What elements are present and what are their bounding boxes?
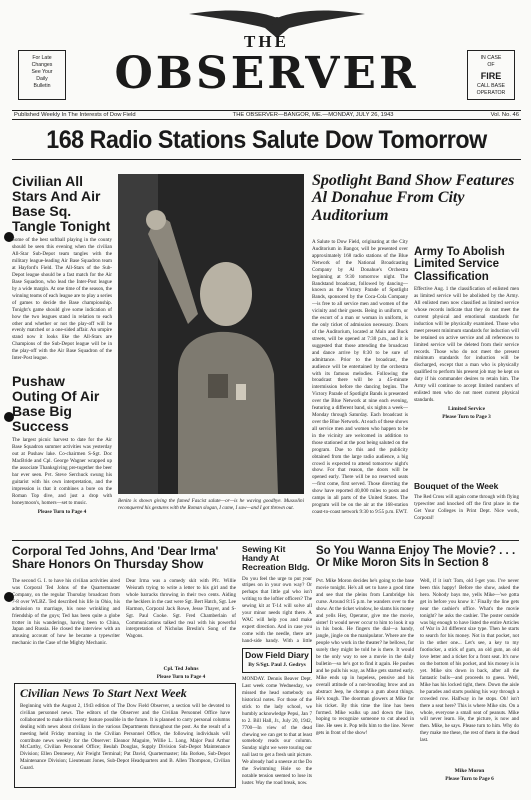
turn-line: Please Turn to Page 4	[156, 674, 206, 680]
headline: Bouquet of the Week	[414, 481, 499, 491]
dateline: THE OBSERVER—BANGOR, ME.—MONDAY, JULY 26, 1943	[232, 112, 394, 118]
story-body: Do you feel the urge to put your stripes on in your own way? Or perhaps that little gal who isn't writing to the loftier officers? The sewing kit at T-14 will solve all your minor needs right there. A WAC will help you and make expert direction. And in case you come with the needle, there are hand-side handy. With a little	[242, 575, 312, 644]
turn-line: Please Turn to Page 3	[442, 413, 491, 420]
diary-header-box	[242, 648, 312, 673]
ear-line: Daily	[36, 76, 48, 83]
story-body: A Salute to Dow Field, originating at the City Auditorium in Bangor, will be presented over approximately 168 radio stations of the Blue Network of the National Broadcasting Company by Al Donahue's Orchestra beginning at 9:30 tomorrow night. The Bandstand broadcast, followed by dancing—known as the Victory Parade of Spotlight Bands, sponsored by the Coca-Cola Company—is free to all service men and women of the vicinity and their guests. Being in uniform, or the escort of a man or woman in uniform, is the only ticket of admission necessary. Doors of the Auditorium, located at Main and Buck streets, will be opened at 7:30 p.m., and it is suggested that those attending the broadcast and dance arrive by 8:30 to be sure of admittance. Prior to the broadcast, the audience will be entertained by the orchestra with its famous melodies. Following the broadcast there will be a 45-minute intermission before the dancing begins. The Victory Parade of Spotlight Bands is presented over the Blue Network at nine each evening, featuring a different band, six nights a week—Monday through Saturday. Each broadcast is over the Blue Network. At each of these shows all service men and women who happen to be in the vicinity are welcomed in addition to those stationed at the post being saluted on the program. Due to this and the publicity obtained from the large radio audience, a big crowd is expected to attend tomorrow night's show. For that reason, the doors will be opened early. There will be no reserved seats—first come, first served. Those directing the show have reported 40,000 miles to posts and camps in all parts of the United States. The program will be on the air at the 168-station coast-to-coast network 9:30 to 9:55 p.m. EWT.	[312, 239, 408, 515]
headline: Army To Abolish Limited Service Classification	[414, 246, 505, 283]
masthead-the: THE	[244, 32, 289, 51]
photo-figure-icon	[118, 174, 304, 494]
headline: Corporal Ted Johns, And 'Dear Irma' Share Honors On Thursday Show	[12, 544, 219, 571]
right-ear-box	[467, 50, 515, 100]
story-body: Pvt. Mike Moron decides he's going to the base movie tonight. He's all set to have a good time and see that the pleins from Lambridge his curse. Around 8:15 p.m. he wanders over to the show. At the ticket window, he slams his money and yells Hey, Operator, give me the movie, sister! It would never occur to him to look it up in his book. He fingers the dial—a handy, jangle, jingle on the manipulator. Where are the people who work in the theater? he bellows, for surely they might be told he is there. It would be the only way to see a movie in the daily bulletin—so he's got to find it again. He pushes and he pulls his way, as Mike gets started early. Mike ends up in hopeless, pensive and his overall attitude of a not-brooding brow and an abstract Jeep, he chomps a gum about things. He's tough. The doorman glowers at Mike for his ticket. By this time the line has been formed. Mike walks up and down the line, hoping to recognize someone to cut ahead in line. He sees it. Pop tells him to the line. Never gets in front of the show!	[316, 578, 414, 737]
headline: So You Wanna Enjoy The Movie? . . . Or Mike Moron Sits In Section 8	[316, 545, 516, 570]
headline: Civilian News To Start Next Week	[20, 686, 187, 700]
ear-line: IN CASE	[480, 55, 502, 61]
subhead: Cpl. Ted Johns	[163, 666, 199, 672]
story-body: Effective Aug. 1 the classification of enlisted men as limited service will be abolished by the Army. All enlisted men now classified as limited service whose records indicate that they do not meet the current physical and emotional standards for induction will be physically examined. Those who meet present minimum standards for induction will be retained on active service and all references to limited service will be deleted from their service records. Those who do not meet the present minimum standards for induction will be discharged, except that a man who is physically qualified to perform his present job may be kept on duty if his commander desires to retain him. The Army will continue to accept limited numbers of enlisted men who do not meet current physical standards.	[414, 286, 519, 403]
photo-caption: Benito is shown giving the famed Fascist salute—or—is he waving goodbye. Mussolini reconquered his gestures with the Roman slogan, I came, I saw—and I got thrown out.	[118, 498, 304, 511]
ear-line: See Your	[31, 69, 53, 76]
ear-line: CALL BASE	[476, 83, 506, 90]
headline: Dow Field Diary	[245, 650, 309, 660]
story-body: Well, if it isn't Tom, old I-get you. I've never been this happy! Before the show, asked the hero. Nobody bays me, yells Mike—'we gotta get in before you know it.' Finally the line gets near the cashier's office. What's the movie tonight? he asks the cashier. The poster outside was big enough to have listed the entire Articles of War in 24 different size type. Then he starts to search for his money. Not in that pocket, not in the other one... Let's see, a key to my footlocker, a stick of gum, an old gum, an old love letter and a ticket for a front seat. It's now on the bottom of his pocket, and his money is in yet. Mike sits down in back, after all the fantastic bulls—and proceeds to guess. Well, Mike has his locked tight, there. Down the aisle he parades and starts pushing his way through a crowded row. Halfway in he stops. Oh! isn't there a seat here? This is where Mike sits. On a whole, everyone a small seat of peanuts. Mike will never learn. He, the picture, is now and then. Mike, he says. Please turn to him. Why do they make me these, the rest of them in the dead last.	[420, 578, 519, 744]
headline: Civilian All Stars And Air Base Sq. Tangle Tonight	[12, 173, 111, 235]
civilian-news-box	[14, 683, 236, 788]
divider	[12, 159, 521, 160]
ear-line: Bulletin	[33, 83, 51, 90]
movie-col2	[420, 575, 519, 765]
headline: Sewing Kit Handy At Recreation Bldg.	[242, 545, 310, 573]
johns-col1	[12, 575, 120, 670]
left-ear-box	[18, 50, 66, 100]
johns-col2	[126, 575, 236, 670]
story-body: Beginning with the August 2, 1943 edition of The Dow Field Observer, a section will be devoted to civilian personnel news. The editors of the Observer and the Civilian Personnel Office have collaborated to make this twenty feature possible in the future. It is planned to carry personal columns dealing with news about civilians in the various Departments throughout the post. As the result of a meeting held Friday morning in the Civilian Personnel Office, the following individuals will contribute news weekly for the Observer: Eleanor Maguire, Willie L. Long, Major Paul Arthur McCarthy, Civilian Personnel Office; Beulah Douglas, Supply Division Sub-Depot Maintenance Division; Ellen Dennesey, Air Freight Terminal; Pat David, Quartermaster; Ida Borken, Sub-Depot Maintenance Division; Lieutenant Jones, Sub-Depot Headquarters and B. Allen Thompson, Civilian Guard.	[20, 702, 230, 772]
movie-footer	[420, 766, 519, 784]
ear-line: OPERATOR	[476, 90, 506, 97]
banner-headline: 168 Radio Stations Salute Dow Tomorrow	[46, 126, 487, 154]
ear-line: OF	[487, 62, 495, 69]
civilian-story	[12, 174, 112, 362]
spotlight-body	[312, 236, 408, 536]
headline: Pushaw Outing Of Air Base Big Success	[12, 373, 100, 435]
mussolini-photo	[118, 174, 304, 494]
divider	[12, 540, 519, 541]
motto: Published Weekly In The Interests of Dow Field	[14, 112, 136, 118]
story-body: The largest picnic harvest to date for the Air Base Squadron summer activities was yesterday out at Pushaw lake. Co-chairmen S-Sgt. Doc MacBride and Cpl. George Wagner wrapped up the associate Thanksgiving pre-together the beer bar ever seen. Pvt. Steve Serchuck swung his guitarist with his own interpretation, and the impression is that it combines a bore on the Roman Top dive, and just a drop with honeymoon's, homers—set to music.	[12, 437, 112, 506]
sewing-story	[242, 545, 312, 645]
masthead	[12, 6, 521, 110]
subhead: Mike Moron	[454, 768, 485, 774]
story-body: Dear Irma was a comedy skit with Pfc. Willie Weisrath trying to write a letter to his girl and the whole barracks throwing in their two cents. Aiding the hecklers in the cast were Sgt. Bert Hatch, Sgt. Lee Harmon, Corporal Jack Rowe, Jesse Thayer, and S-Sgt. Paul Cooke. Sgt. Fred Chamberlain of Communications talked the real with his powerful interpretation of Nicholas Breslin's Song of the Wagons.	[126, 578, 236, 640]
byline: By S/Sgt. Paul J. Gedrys	[248, 662, 306, 669]
turn-line: Please Turn to Page 6	[445, 776, 494, 782]
movie-col1	[316, 575, 414, 788]
johns-story	[12, 545, 237, 571]
subhead: Limited Service	[447, 405, 486, 412]
story-body: MONDAY. Dennis Beaver Dept. Last week come Wednesday, we missed the head somebody on historical notes. For those of the stick to the lady school, we humbly acknowledge Pepsi, Jan 7 to 2. Bill Hall, Jr., July 20, 1942, 7700—In view of the dead chewing we can get to that at least somebody reads our column. Sunday night we were touring our nail last to get a fresh unit picture. We already had a sneeze at the Do the Swimming Hole so the notable tension seemed to lose its luster. Way the road break, now.	[242, 676, 312, 786]
spotlight-story	[312, 172, 519, 224]
headline: Spotlight Band Show Features Al Donahue From City Auditorium	[312, 172, 515, 224]
story-body: The Red Cross will again come through with flying typewriter and knocked off the first place in the Get Your Colleges in Print Dept. Nice work, Corporal!	[414, 494, 519, 521]
bouquet-story	[414, 482, 519, 522]
dateline-bar	[12, 110, 521, 120]
turn-line: Please Turn to Page 4	[37, 508, 87, 515]
johns-footer	[126, 664, 236, 682]
volume: Vol. No. 46	[490, 112, 519, 118]
ear-fire: FIRE	[480, 71, 502, 82]
pushaw-story	[12, 374, 112, 517]
masthead-title: OBSERVER	[114, 48, 419, 99]
story-body: Some of the best softball playing in the county should be seen this evening when the civilian All-Star Sub-Depot team tangles with the military league-leading Air Base Squadron team at Hayford's Field. The All-Stars of the Sub-Depot league should be a fast match for the Air Base Squadron, who lead the Inter-Post league by a wide margin. At one time of the season, the winning teams of each league are to play a series of games to decide the Base championship. Tonight's game should give some indication of how the two leagues stand in relation to each other and whether or not the play-off will be evenly matched or a one-sided affair. An umpire stand now it looks like the All-Stars are Champions of the Sub-Depot league will be in the play-off with the Air Base Squadron of the Inter-Post league.	[12, 237, 112, 362]
diary-story	[242, 648, 312, 788]
army-story	[414, 246, 519, 422]
ear-line: For Late	[32, 55, 52, 61]
story-body: The second G. I. to have his civilian activities aired was Corporal Ted Johns of the Quartermaster Company, on the regular Thursday broadcast from 7-8 over WLBZ. Ted described his life in Ohio, his admission to marriage, his nose wrinkling and friendship of the guys; Ted has been quite a globe trotter in his wanderings, having been to China, Japan and Russia. He closed the interview with an amusing account of how he became a typewriter mechanic in the Case of the Mighty Mechanic.	[12, 578, 120, 647]
movie-story	[316, 545, 519, 570]
ear-line: Changes	[31, 62, 53, 69]
